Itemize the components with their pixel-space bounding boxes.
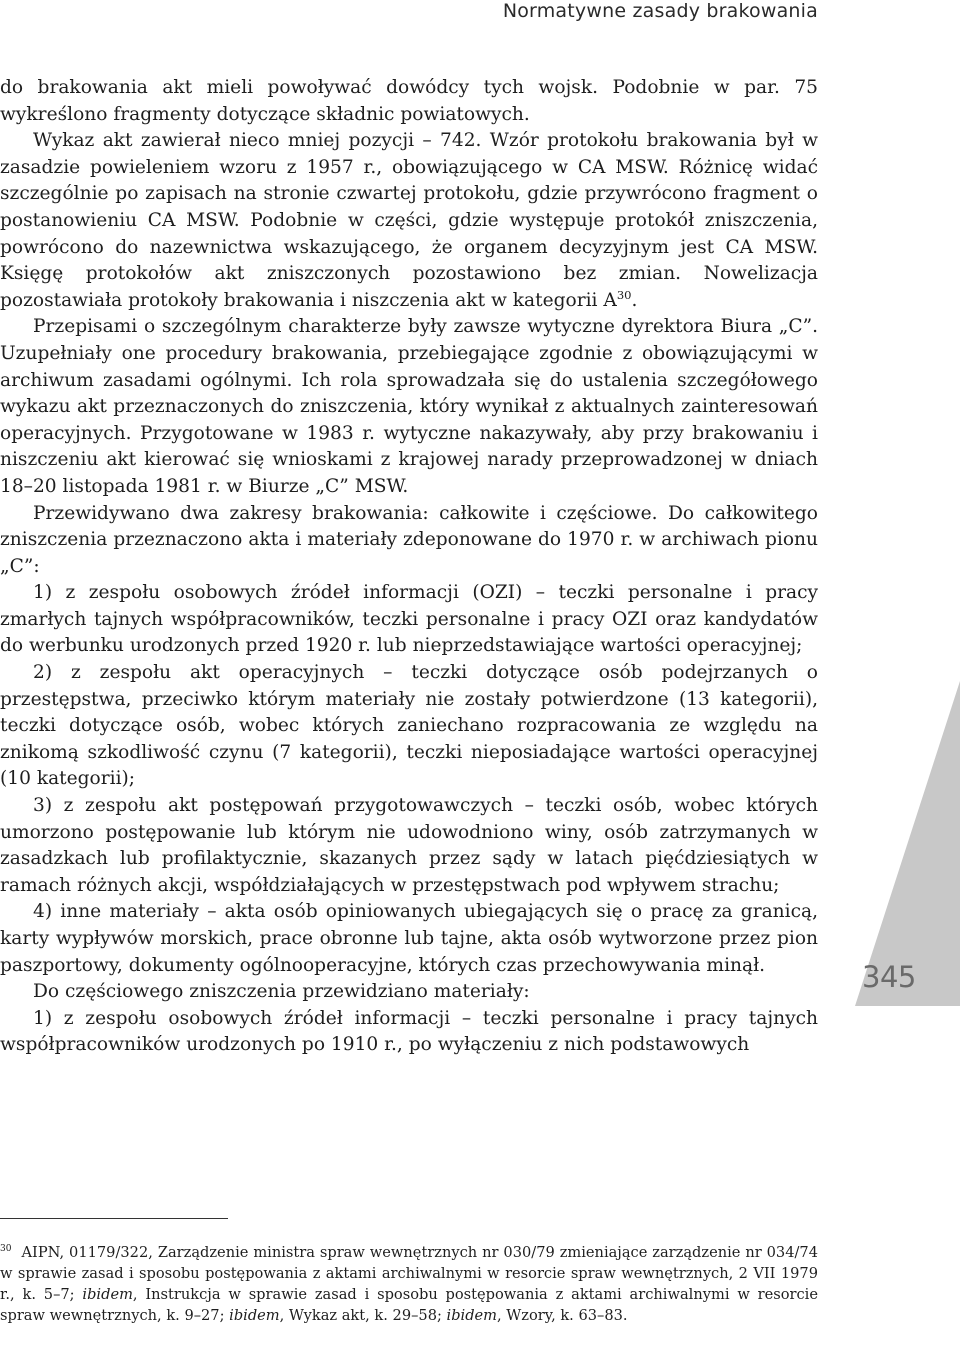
footnote-number: 30 (0, 1244, 12, 1255)
footnote (0, 1242, 818, 1326)
paragraph-2-text: Wykaz akt zawierał nieco mniej pozycji – 742. Wzór protokołu brakowania był w zasadzie powieleniem wzoru z 1957 r., obowiązującego w CA MSW. Różnicę widać szczególnie po zapisach na stronie czwartej protokołu, gdzie przywrócono fragment o postanowieniu CA MSW. Podobnie w części, gdzie występuje protokół zniszczenia, powrócono do nazewnictwa wskazującego, że organem decyzyjnym jest CA MSW. Księgę protokołów akt zniszczonych pozostawiono bez zmian. Nowelizacja pozostawiała protokoły brakowania i niszczenia akt w kategorii A (0, 130, 818, 311)
body-text (0, 75, 818, 1059)
list-item-1: 1) z zespołu osobowych źródeł informacji (OZI) – teczki personalne i pracy zmarłych tajnych współpracowników, teczki personalne i pracy OZI oraz kandydatów do werbunku urodzonych przed 1920 r. lub nieprzedstawiające wartości operacyjnej; (0, 582, 818, 657)
paragraph-2 (0, 128, 818, 314)
corner-tab-decoration (855, 681, 960, 1006)
footnote-text-2: , Instrukcja w sprawie zasad i sposobu postępowania z aktami archiwalnymi w resorcie spraw wewnętrznych, k. 9–27; (0, 1286, 818, 1324)
list-item-3: 3) z zespołu akt postępowań przygotowawczych – teczki osób, wobec których umorzono postępowanie lub którym nie udowodniono winy, osób zatrzymanych w zasadzkach lub profilaktycznie, skazanych przez sądy w latach pięćdziesiątych w ramach różnych akcji, współdziałających w przestępstwach pod wpływem strachu; (0, 795, 818, 896)
list-item-2: 2) z zespołu akt operacyjnych – teczki dotyczące osób podejrzanych o przestępstwa, przeciwko którym materiały nie zostały potwierdzone (13 kategorii), teczki dotyczące osób, wobec których zaniechano rozpracowania ze względu na znikomą szkodliwość czynu (7 kategorii), teczki nieposiadające wartości operacyjnej (10 kategorii); (0, 662, 818, 790)
footnote-ibidem-1: ibidem (82, 1286, 133, 1303)
footnote-ibidem-2: ibidem (229, 1307, 280, 1324)
footnote-ibidem-3: ibidem (446, 1307, 498, 1324)
paragraph-3: Przepisami o szczególnym charakterze były zawsze wytyczne dyrektora Biura „C”. Uzupełniały one procedury brakowania, przebiegające zgodnie z obowiązującymi w archiwum zasadami ogólnymi. Ich rola sprowadzała się do ustalenia szczegółowego wykazu akt przeznaczonych do zniszczenia, który wynikał z aktualnych zainteresowań operacyjnych. Przygotowane w 1983 r. wytyczne nakazywały, aby przy brakowaniu i niszczeniu akt kierować się wnioskami z krajowej narady przeprowadzonej w dniach 18–20 listopada 1981 r. w Biurze „C” MSW. (0, 316, 818, 497)
list-item-5: 1) z zespołu osobowych źródeł informacji – teczki personalne i pracy tajnych współpracowników urodzonych po 1910 r., po wyłączeniu z nich podstawowych (0, 1007, 818, 1056)
list-item-4: 4) inne materiały – akta osób opiniowanych ubiegających się o pracę za granicą, karty wypływów morskich, prace obronne lub tajne, akta osób wytworzone przez pion paszportowy, dokumenty ogólnooperacyjne, których czas przechowywania minął. (0, 901, 818, 976)
footnote-divider (0, 1218, 228, 1219)
page-number: 345 (862, 960, 916, 994)
footnote-text-4: , Wzory, k. 63–83. (497, 1307, 628, 1324)
paragraph-1: do brakowania akt mieli powoływać dowódcy tych wojsk. Podobnie w par. 75 wykreślono fragmenty dotyczące składnic powiatowych. (0, 77, 818, 125)
paragraph-4: Przewidywano dwa zakresy brakowania: całkowite i częściowe. Do całkowitego zniszczenia przeznaczono akta i materiały zdeponowane do 1970 r. w archiwach pionu „C”: (0, 502, 818, 577)
footnote-text-3: , Wykaz akt, k. 29–58; (279, 1307, 447, 1324)
paragraph-2-tail: . (631, 289, 638, 311)
paragraph-5: Do częściowego zniszczenia przewidziano materiały: (33, 981, 530, 1003)
running-header: Normatywne zasady brakowania (502, 0, 818, 22)
footnote-text-1: AIPN, 01179/322, Zarządzenie ministra spraw wewnętrznych nr 030/79 zmieniające zarządzenie nr 034/74 w sprawie zasad i sposobu postępowania z aktami archiwalnymi w resorcie spraw wewnętrznych, 2 VII 1979 r., k. 5–7; (0, 1244, 818, 1303)
footnote-reference[interactable]: 30 (616, 287, 632, 302)
